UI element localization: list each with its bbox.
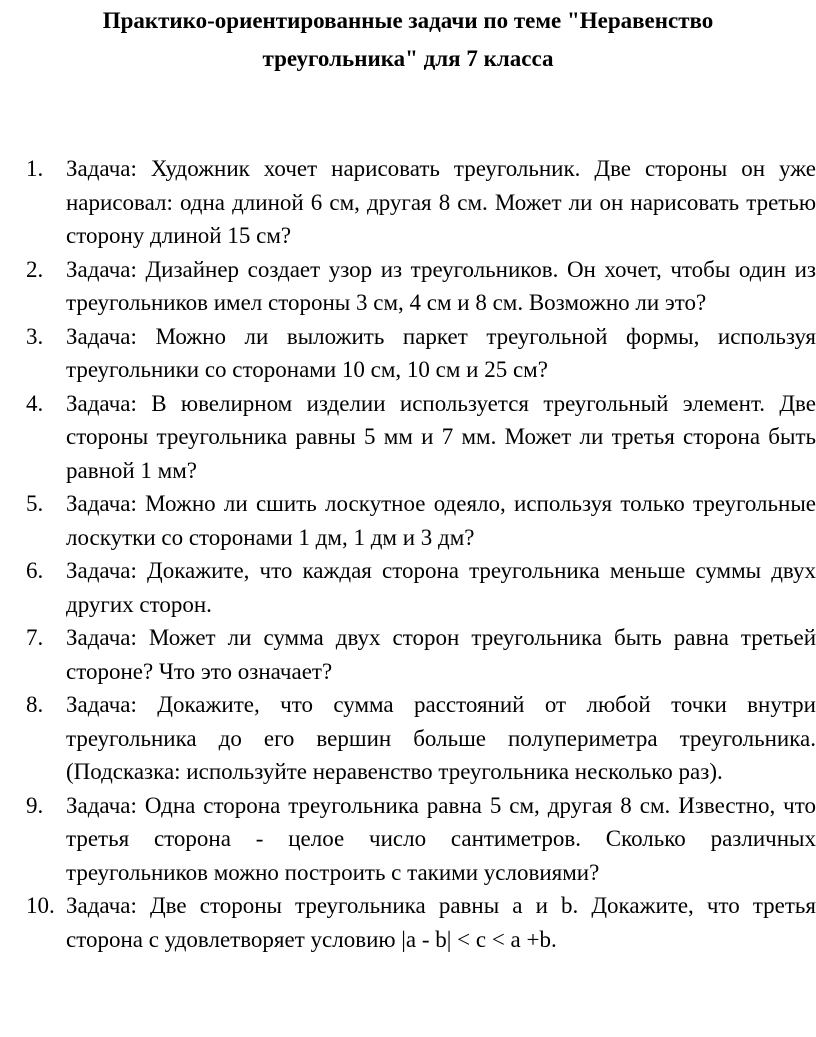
task-text: Задача: Две стороны треугольника равны a и b. Докажите, что третья сторона с удовлетворяет условию |a - b| < c < a +b.	[66, 893, 816, 952]
task-text: Задача: Может ли сумма двух сторон треугольника быть равна третьей стороне? Что это означает?	[66, 625, 816, 684]
list-item-task-10	[26, 889, 816, 956]
list-item-task-5	[26, 487, 816, 554]
page-title-line-1: Практико-ориентированные задачи по теме "Неравенство	[102, 8, 714, 33]
task-text: Задача: Можно ли выложить паркет треугольной формы, используя треугольники со сторонами 10 см, 10 см и 25 см?	[66, 323, 816, 382]
list-item-task-1	[26, 152, 816, 253]
task-number: 10.	[26, 893, 55, 918]
list-item-task-9	[26, 789, 816, 890]
page-title-line-2: треугольника" для 7 класса	[262, 46, 554, 71]
task-number: 9.	[26, 792, 44, 818]
task-text: Задача: Можно ли сшить лоскутное одеяло, используя только треугольные лоскутки со сторонами 1 дм, 1 дм и 3 дм?	[66, 491, 816, 550]
task-text: Задача: Художник хочет нарисовать треугольник. Две стороны он уже нарисовал: одна длиной 6 см, другая 8 см. Может ли он нарисовать третью сторону длиной 15 см?	[66, 156, 816, 248]
task-text: Задача: Докажите, что каждая сторона треугольника меньше суммы двух других сторон.	[66, 558, 816, 617]
task-text: Задача: Дизайнер создает узор из треугольников. Он хочет, чтобы один из треугольников имел стороны 3 см, 4 см и 8 см. Возможно ли это?	[66, 256, 816, 315]
list-item-task-2	[26, 253, 816, 320]
task-number: 2.	[26, 256, 44, 282]
task-number: 8.	[26, 692, 44, 717]
list-item-task-4	[26, 387, 816, 488]
list-item-task-7	[26, 621, 816, 688]
list-item-task-3	[26, 320, 816, 387]
list-item-task-6	[26, 554, 816, 621]
task-number: 6.	[26, 558, 44, 583]
task-text: Задача: Докажите, что сумма расстояний от любой точки внутри треугольника до его вершин больше полупериметра треугольника. (Подсказка: используйте неравенство треугольника несколько раз).	[66, 692, 816, 784]
task-number: 7.	[26, 625, 44, 650]
task-number: 3.	[26, 323, 44, 349]
task-number: 1.	[26, 156, 44, 181]
task-text: Задача: Одна сторона треугольника равна 5 см, другая 8 см. Известно, что третья сторона - целое число сантиметров. Сколько различных треугольников можно построить с такими условиями?	[66, 792, 816, 885]
task-number: 4.	[26, 390, 44, 416]
list-item-task-8	[26, 688, 816, 789]
task-text: Задача: В ювелирном изделии используется треугольный элемент. Две стороны треугольника равны 5 мм и 7 мм. Может ли третья сторона быть равной 1 мм?	[66, 390, 816, 483]
task-number: 5.	[26, 491, 44, 516]
task-list	[26, 152, 816, 956]
